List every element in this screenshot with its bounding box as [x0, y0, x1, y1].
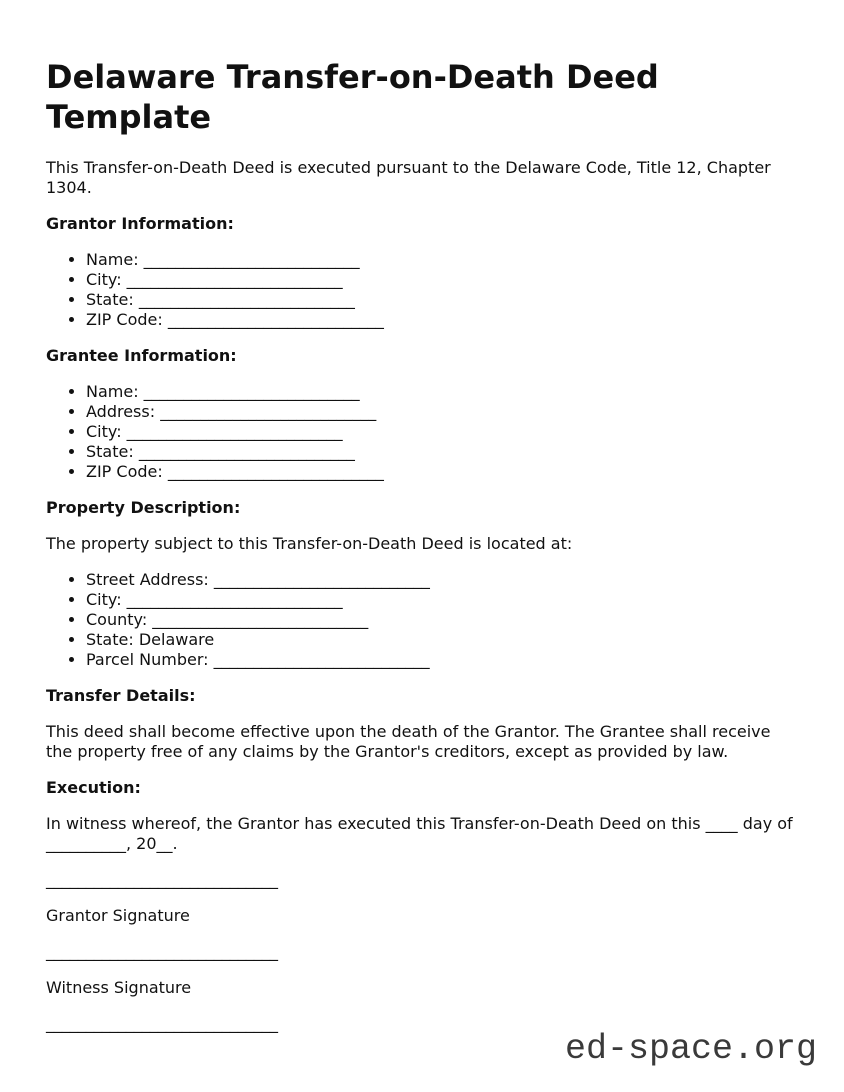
- list-item-grantee-city: • City: ___________________________: [86, 422, 796, 442]
- intro-paragraph: This Transfer-on-Death Deed is executed pursuant to the Delaware Code, Title 12, Chapter 1304.: [46, 158, 771, 197]
- list-item-grantee-name: • Name: ___________________________: [86, 382, 796, 402]
- list-item-grantor-city: • City: ___________________________: [86, 270, 796, 290]
- property-field-list: [46, 570, 796, 670]
- grantee-field-list: [46, 382, 796, 482]
- list-item-property-parcel: • Parcel Number: ___________________________: [86, 650, 796, 670]
- section-heading-grantor: Grantor Information:: [46, 214, 234, 233]
- witness-signature-block: [46, 942, 796, 998]
- list-item-property-city: • City: ___________________________: [86, 590, 796, 610]
- list-item-property-street: • Street Address: ___________________________: [86, 570, 796, 590]
- list-item-grantor-state: • State: ___________________________: [86, 290, 796, 310]
- watermark: ed-space.org: [564, 1029, 817, 1069]
- document-title: Delaware Transfer-on-Death Deed Template: [46, 58, 659, 136]
- grantor-field-list: [46, 250, 796, 330]
- section-heading-property: Property Description:: [46, 498, 241, 517]
- third-signature-line: _____________________________: [46, 1014, 278, 1033]
- list-item-grantor-name: • Name: ___________________________: [86, 250, 796, 270]
- grantor-signature-line: _____________________________: [46, 870, 278, 889]
- section-heading-transfer: Transfer Details:: [46, 686, 196, 705]
- section-heading-execution: Execution:: [46, 778, 141, 797]
- list-item-grantor-zip: • ZIP Code: ___________________________: [86, 310, 796, 330]
- list-item-grantee-state: • State: ___________________________: [86, 442, 796, 462]
- witness-signature-line: _____________________________: [46, 942, 278, 961]
- execution-paragraph: In witness whereof, the Grantor has executed this Transfer-on-Death Deed on this ____ day of __________, 20__.: [46, 814, 793, 853]
- list-item-property-county: • County: ___________________________: [86, 610, 796, 630]
- section-heading-grantee: Grantee Information:: [46, 346, 237, 365]
- property-intro-paragraph: The property subject to this Transfer-on-Death Deed is located at:: [46, 534, 573, 553]
- grantor-signature-block: [46, 870, 796, 926]
- grantor-signature-label: Grantor Signature: [46, 906, 190, 925]
- witness-signature-label: Witness Signature: [46, 978, 192, 997]
- list-item-grantee-address: • Address: ___________________________: [86, 402, 796, 422]
- list-item-grantee-zip: • ZIP Code: ___________________________: [86, 462, 796, 482]
- transfer-details-paragraph: This deed shall become effective upon the death of the Grantor. The Grantee shall receive the property free of any claims by the Grantor's creditors, except as provided by law.: [46, 722, 771, 761]
- list-item-property-state: • State: Delaware: [86, 630, 796, 650]
